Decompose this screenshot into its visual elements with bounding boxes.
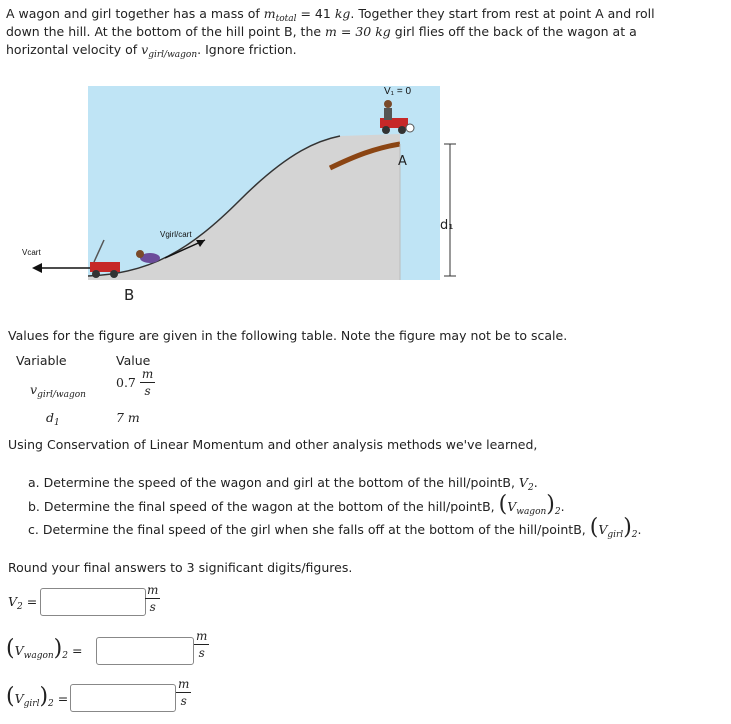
answer-wagon-label: $(V_{wagon})_2$ = [6,636,83,661]
v-var: v [141,42,149,57]
girl-answer-input[interactable] [70,684,176,712]
question-c: c. Determine the final speed of the girl when she falls off at the bottom of the hill/pointB, $(V_{girl})_2$. [28,515,642,540]
intro-text: A wagon and girl together has a mass of [6,6,264,21]
answer-girl-unit: $\frac{m}{s}$ [178,677,190,708]
question-b: b. Determine the final speed of the wagon at the bottom of the hill/pointB, $(V_{wagon})_2$. [28,492,565,517]
vcart-label: Vcart [22,248,41,257]
m-total-sub: total [275,14,297,24]
intro-text-2: . Together they start from rest at point A and roll [350,6,655,21]
question-a-text: a. Determine the speed of the wagon and girl at the bottom of the hill/pointB, [28,475,519,490]
problem-line-3 [6,42,297,60]
intro-text-5: horizontal velocity of [6,42,142,57]
answer-girl-label: $(V_{girl})_2$ = [6,684,69,709]
methods-text: Using Conservation of Linear Momentum and other analysis methods we've learned, [8,437,538,452]
row1-sub: girl/wagon [37,390,86,400]
answer-girl-outer-sub: 2 [48,699,54,709]
question-c-var: V [598,522,608,537]
table-note: Values for the figure are given in the following table. Note the figure may not be to scale. [8,328,568,343]
question-a-sub: 2 [527,483,534,493]
question-c-outer-sub: 2 [631,530,638,540]
m-total-eq: = 41 [296,6,335,21]
question-b-sub: wagon [516,507,547,517]
answer-v2-var: V [8,594,18,609]
row2-var: d [46,410,55,425]
intro-text-6: . Ignore friction. [197,42,297,57]
question-c-text: c. Determine the final speed of the girl when she falls off at the bottom of the hill/pointB, [28,522,590,537]
wagon-answer-input[interactable] [96,637,194,665]
table-row-2-value: 7 m [116,410,140,425]
question-a: a. Determine the speed of the wagon and girl at the bottom of the hill/pointB, $V_2$. [28,475,538,493]
question-b-outer-sub: 2 [554,507,561,517]
v-sub: girl/wagon [148,50,198,60]
point-a-label: A [398,154,407,169]
table-header-variable: Variable [16,353,67,368]
m-girl: m = 30 kg [325,24,391,39]
answer-wagon-outer-sub: 2 [62,651,68,661]
row2-sub: 1 [54,418,60,428]
table-row-2-var [46,410,60,428]
answer-girl-sub: girl [23,699,40,709]
vgirl-cart-label: Vgirl/cart [160,230,192,239]
question-b-text: b. Determine the final speed of the wagon at the bottom of the hill/pointB, [28,499,499,514]
answer-girl-eq: = [57,691,69,706]
answer-wagon-eq: = [71,643,83,658]
answer-v2-eq: = [26,594,38,609]
row1-var: v [30,382,38,397]
answer-wagon-var: V [14,643,24,658]
answer-girl-var: V [14,691,24,706]
table-row-1-var [30,382,86,400]
m-total-var: m [263,6,276,21]
intro-text-3: down the hill. At the bottom of the hill point B, the [6,24,326,39]
question-b-var: V [507,499,517,514]
question-a-var: V [518,475,528,490]
intro-text-4: girl flies off the back of the wagon at a [390,24,637,39]
point-b-label: B [124,286,135,304]
d1-label: d₁ [440,218,454,233]
hill-figure [0,80,480,310]
problem-line-1 [6,6,655,24]
question-c-sub: girl [607,530,624,540]
problem-line-2 [6,24,637,39]
v2-answer-input[interactable] [40,588,146,616]
answer-v2-sub: 2 [17,602,23,612]
answer-v2-label [8,594,38,612]
row1-unit: $\frac{m}{s}$ [141,367,154,398]
table-row-1-value [116,368,155,397]
round-text: Round your final answers to 3 significant digits/figures. [8,560,353,575]
v1-label: V₁ = 0 [384,86,412,97]
answer-wagon-unit: $\frac{m}{s}$ [196,629,208,660]
m-total-unit: kg [334,6,351,21]
table-header-value: Value [116,353,151,368]
answer-wagon-sub: wagon [23,651,54,661]
row1-value: 0.7 [116,375,136,390]
answer-v2-unit: $\frac{m}{s}$ [147,583,159,614]
